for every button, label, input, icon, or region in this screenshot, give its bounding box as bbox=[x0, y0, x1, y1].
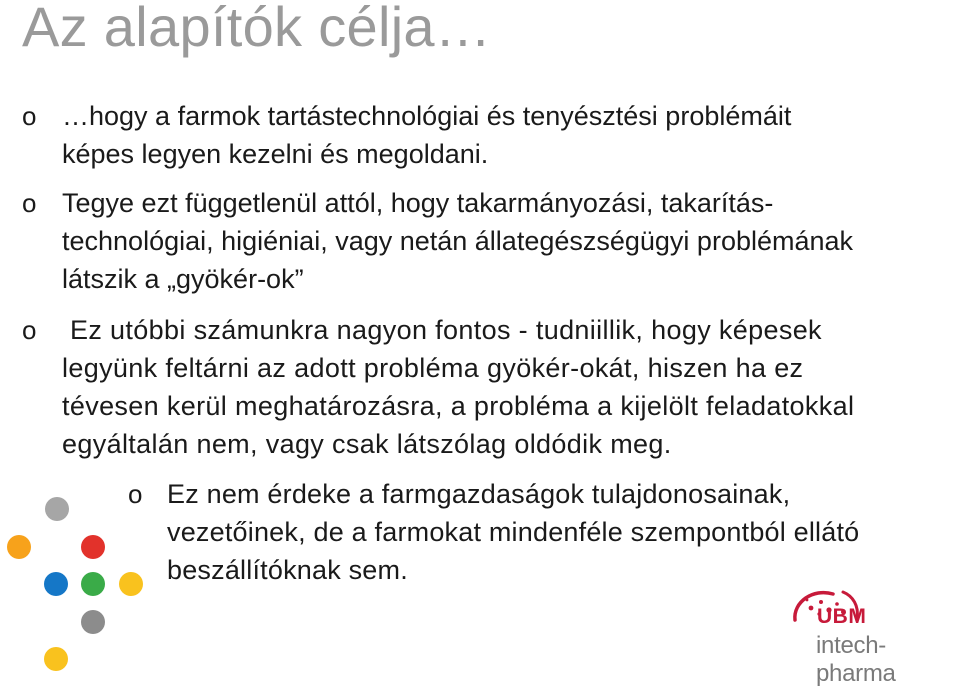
bullet-text-3-line-1: Ez utóbbi számunkra nagyon fontos - tudniillik, hogy képesek bbox=[70, 315, 822, 345]
yellow-dot-icon bbox=[44, 647, 68, 671]
decorative-dot-pattern bbox=[0, 0, 160, 674]
bullet-marker: o bbox=[22, 188, 37, 218]
bullet-marker: o bbox=[22, 315, 37, 345]
bullet-text-1: …hogy a farmok tartástechnológiai és tenyésztési problémáit képes legyen kezelni és megoldani. bbox=[62, 101, 792, 169]
grey-dot-icon bbox=[81, 610, 105, 634]
red-dot-icon bbox=[81, 535, 105, 559]
bullet-marker: o bbox=[128, 479, 143, 509]
yellow-dot-icon bbox=[119, 572, 143, 596]
bullet-item-4 bbox=[128, 475, 948, 595]
company-logo bbox=[785, 580, 957, 687]
logo-name: intech-pharma bbox=[816, 632, 896, 687]
grey-dot-icon bbox=[45, 497, 69, 521]
bullet-item-3 bbox=[22, 311, 952, 471]
logo-brand: UBM bbox=[817, 605, 867, 628]
orange-dot-icon bbox=[7, 535, 31, 559]
slide-title: Az alapítók célja… bbox=[22, 0, 492, 58]
bullet-text-3-rest: legyünk feltárni az adott probléma gyökér-okát, hiszen ha ez tévesen kerül meghatározásra, a probléma a kijelölt feladatokkal egyáltalán nem, vagy csak látszólag oldódik meg. bbox=[62, 353, 855, 459]
bullet-marker: o bbox=[22, 101, 37, 131]
green-dot-icon bbox=[81, 572, 105, 596]
bullet-text-3 bbox=[62, 311, 952, 463]
blue-dot-icon bbox=[44, 572, 68, 596]
bullet-text-4: Ez nem érdeke a farmgazdaságok tulajdonosainak, vezetőinek, de a farmokat mindenféle szempontból ellátó beszállítóknak sem. bbox=[167, 479, 860, 585]
bullet-text-2: Tegye ezt függetlenül attól, hogy takarmányozási, takarítás- technológiai, higiéniai, vagy netán állategészségügyi problémának látszik a „gyökér-ok” bbox=[62, 188, 854, 294]
